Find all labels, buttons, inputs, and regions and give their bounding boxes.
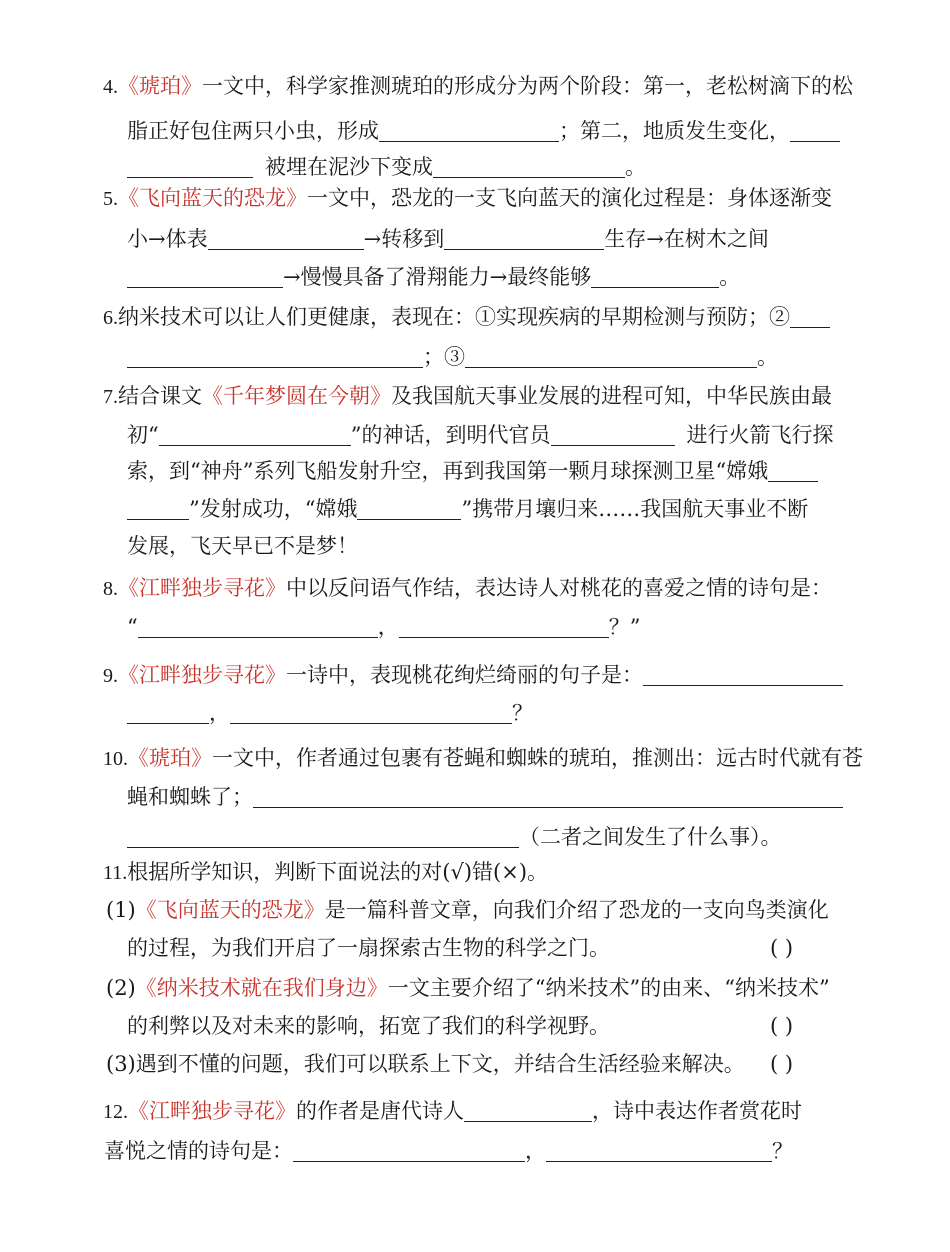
q5-text: →慢慢具备了滑翔能力→最终能够	[283, 265, 592, 289]
q11-item-1-line-2	[127, 938, 610, 959]
q9-number: 9.	[103, 665, 118, 687]
q9-title: 《江畔独步寻花》	[118, 663, 286, 687]
q11-text: 是一篇科普文章，向我们介绍了恐龙的一支向鸟类演化	[324, 898, 829, 922]
q7-number: 7.	[103, 386, 118, 408]
q9-text: ？	[512, 701, 533, 725]
q12-text: 的作者是唐代诗人	[296, 1099, 464, 1123]
q12-line-2	[104, 1140, 793, 1162]
answer-blank[interactable]	[379, 120, 559, 142]
q12-text: ？	[772, 1139, 793, 1163]
answer-blank[interactable]	[464, 1100, 592, 1122]
q7-text: 发展，飞天早已不是梦！	[127, 534, 358, 558]
q11-text: (3)遇到不懂的问题，我们可以联系上下文，并结合生活经验来解决。	[106, 1052, 745, 1076]
q8-text: “	[127, 615, 138, 639]
q7-line-2	[127, 424, 834, 446]
answer-blank[interactable]	[127, 156, 253, 178]
q6-text: 。	[757, 345, 778, 369]
q5-text: 一文中，恐龙的一支飞向蓝天的演化过程是：身体逐渐变	[307, 186, 832, 210]
q5-text: 生存→在树木之间	[604, 227, 769, 251]
q5-line-1	[103, 188, 832, 209]
q6-line-1	[103, 306, 830, 328]
q5-text: 小→体表	[127, 227, 208, 251]
q4-text: 。	[625, 155, 646, 179]
answer-blank[interactable]	[643, 664, 843, 686]
q5-text: 。	[719, 265, 741, 289]
q12-number: 12.	[103, 1101, 128, 1123]
q11-text: 的利弊以及对未来的影响，拓宽了我们的科学视野。	[127, 1014, 610, 1038]
q10-text: 一文中，作者通过包裹有苍蝇和蜘蛛的琥珀，推测出：远古时代就有苍	[212, 746, 863, 770]
q7-line-1	[103, 386, 832, 407]
q8-line-1	[103, 578, 832, 599]
q12-text: ，诗中表达作者赏花时	[592, 1099, 802, 1123]
answer-blank[interactable]	[357, 498, 461, 520]
answer-blank[interactable]	[444, 228, 604, 250]
q10-number: 10.	[103, 748, 128, 770]
q4-number: 4.	[103, 76, 118, 98]
q8-text: ？”	[608, 615, 641, 639]
q6-text: ；③	[423, 345, 465, 369]
q5-text: →转移到	[363, 227, 445, 251]
answer-paren[interactable]: ( )	[770, 1014, 794, 1038]
q9-line-2	[127, 702, 533, 724]
q11-item-3	[106, 1054, 745, 1075]
q7-title: 《千年梦圆在今朝》	[202, 384, 391, 408]
q8-title: 《江畔独步寻花》	[118, 576, 286, 600]
q7-text: ”发射成功，“嫦娥	[189, 497, 358, 521]
q11-item-1-line-1	[106, 900, 829, 921]
q11-item-2-title: 《纳米技术就在我们身边》	[135, 976, 388, 1000]
q4-line-2	[127, 120, 840, 142]
q6-line-2	[127, 346, 778, 368]
q4-text: ；第二，地质发生变化，	[559, 119, 790, 143]
q8-line-2	[127, 616, 641, 638]
q12-line-1	[103, 1100, 802, 1122]
answer-blank[interactable]	[399, 616, 609, 638]
q11-text: 一文主要介绍了“纳米技术”的由来、“纳米技术”	[387, 976, 830, 1000]
q5-line-3	[127, 266, 740, 288]
q8-number: 8.	[103, 578, 118, 600]
q12-text: ，	[525, 1139, 546, 1163]
q7-line-5	[127, 536, 358, 557]
q10-line-2	[127, 786, 843, 808]
answer-blank[interactable]	[433, 156, 625, 178]
q7-text: 结合课文	[118, 384, 202, 408]
q10-line-3	[127, 826, 782, 848]
q10-line-1	[103, 748, 863, 769]
answer-paren[interactable]: ( )	[770, 1052, 794, 1076]
q11-number: 11.	[103, 862, 128, 884]
q11-item-1-title: 《飞向蓝天的恐龙》	[135, 898, 325, 922]
answer-blank[interactable]	[790, 306, 830, 328]
q10-title: 《琥珀》	[128, 746, 212, 770]
answer-blank[interactable]	[768, 460, 818, 482]
q6-text: 纳米技术可以让人们更健康，表现在：①实现疾病的早期检测与预防；②	[118, 305, 790, 329]
answer-blank[interactable]	[253, 786, 843, 808]
q7-text: ”携带月壤归来……我国航天事业不断	[461, 497, 809, 521]
answer-blank[interactable]	[465, 346, 757, 368]
q11-item-number: (2)	[106, 976, 136, 1000]
q7-text: 初“	[127, 423, 159, 447]
q9-text: 一诗中，表现桃花绚烂绮丽的句子是：	[286, 663, 643, 687]
answer-paren[interactable]: ( )	[770, 936, 794, 960]
answer-blank[interactable]	[230, 702, 512, 724]
q7-text: 进行火箭飞行探	[686, 423, 834, 447]
q8-text: ，	[377, 615, 399, 639]
q8-text: 中以反问语气作结，表达诗人对桃花的喜爱之情的诗句是：	[286, 576, 832, 600]
answer-blank[interactable]	[591, 266, 719, 288]
answer-blank[interactable]	[546, 1140, 772, 1162]
q7-line-4	[127, 498, 808, 520]
q11-item-2-line-1	[106, 978, 830, 999]
q7-text: 索，到“神舟”系列飞船发射升空，再到我国第一颗月球探测卫星“嫦娥	[127, 459, 769, 483]
q5-title: 《飞向蓝天的恐龙》	[118, 186, 307, 210]
answer-blank[interactable]	[127, 346, 423, 368]
answer-blank[interactable]	[127, 266, 283, 288]
answer-blank[interactable]	[127, 498, 189, 520]
q11-item-number: (1)	[106, 898, 136, 922]
q5-number: 5.	[103, 188, 118, 210]
answer-blank[interactable]	[293, 1140, 525, 1162]
q4-title: 《琥珀》	[118, 74, 202, 98]
q11-text: 根据所学知识，判断下面说法的对(√)错(×)。	[127, 860, 549, 884]
q10-text: 蝇和蜘蛛了；	[127, 785, 253, 809]
q5-line-2	[127, 228, 769, 250]
q4-text: 脂正好包住两只小虫，形成	[127, 119, 379, 143]
answer-blank[interactable]	[127, 826, 519, 848]
answer-blank[interactable]	[127, 702, 209, 724]
answer-blank[interactable]	[208, 228, 364, 250]
q12-title: 《江畔独步寻花》	[128, 1099, 296, 1123]
q9-line-1	[103, 664, 843, 686]
q10-text: （二者之间发生了什么事）。	[519, 825, 782, 849]
q7-text: 及我国航天事业发展的进程可知，中华民族由最	[391, 384, 832, 408]
q4-text: 被埋在泥沙下变成	[265, 155, 433, 179]
q7-text: ”的神话，到明代官员	[350, 423, 551, 447]
q4-line-3	[127, 156, 646, 178]
answer-blank[interactable]	[790, 120, 840, 142]
q9-text: ，	[209, 701, 230, 725]
q11-item-2-line-2	[127, 1016, 610, 1037]
q11-intro	[103, 862, 548, 883]
answer-blank[interactable]	[138, 616, 378, 638]
q6-number: 6.	[103, 307, 118, 329]
q12-text: 喜悦之情的诗句是：	[104, 1139, 293, 1163]
q4-text: 一文中，科学家推测琥珀的形成分为两个阶段：第一，老松树滴下的松	[202, 74, 853, 98]
answer-blank[interactable]	[159, 424, 351, 446]
q7-line-3	[127, 460, 818, 482]
q11-text: 的过程，为我们开启了一扇探索古生物的科学之门。	[127, 936, 610, 960]
q4-line-1	[103, 76, 853, 97]
answer-blank[interactable]	[551, 424, 675, 446]
